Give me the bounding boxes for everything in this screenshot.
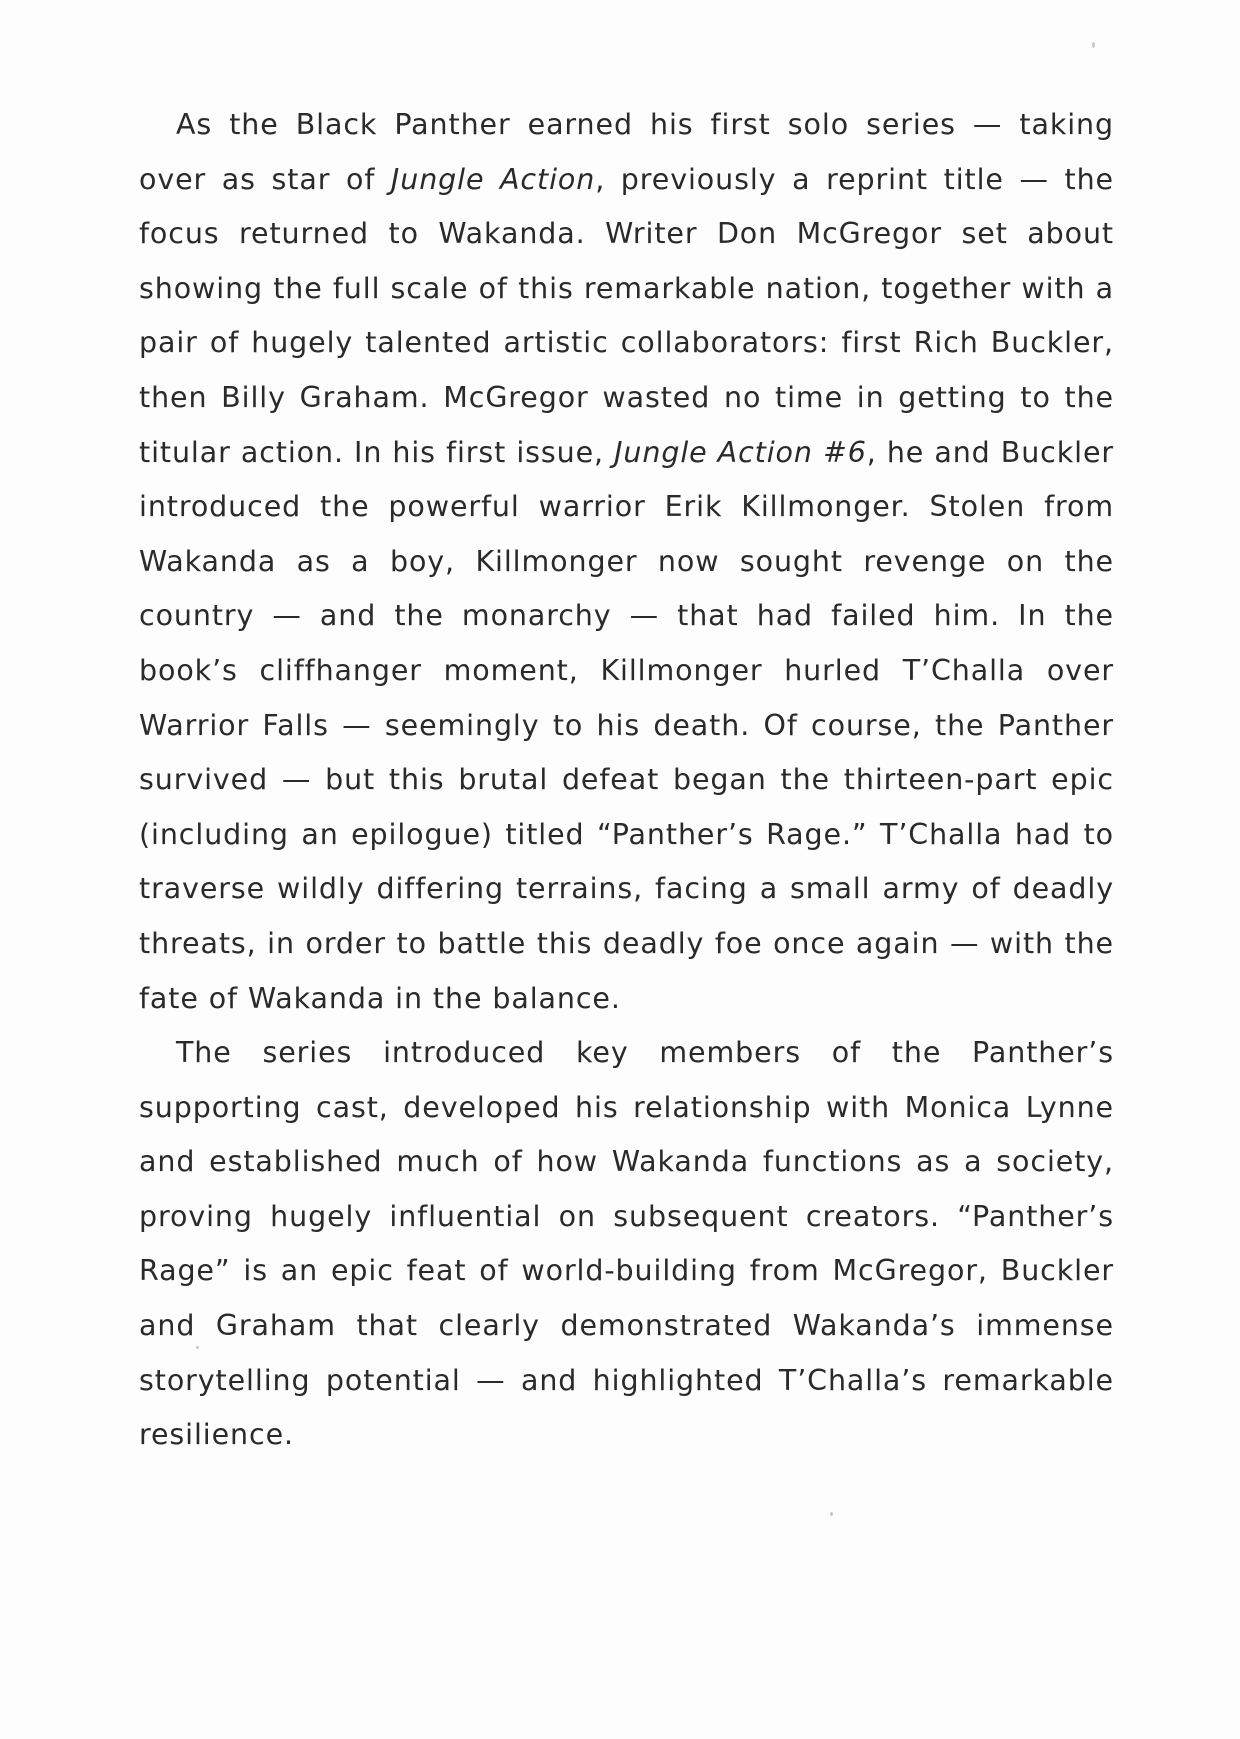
paragraph-1-text: As the Black Panther earned his first solo series — taking over as star of (139, 108, 1114, 196)
paper-speck (1092, 42, 1095, 48)
paragraph-1-text: , he and Buckler introduced the powerful warrior Erik Killmonger. Stolen from Wakanda as a boy, Killmonger now sought revenge on the country — and the monarchy — that had failed him. In the book’s cliffhanger moment, Killmonger hurled T’Challa over Warrior Falls — seemingly to his death. Of course, the Panther survived — but this brutal defeat began the thirteen-part epic (including an epilogue) titled “Panther’s Rage.” T’Challa had to traverse wildly differing terrains, facing a small army of deadly threats, in order to battle this deadly foe once again — with the fate of Wakanda in the balance. (139, 435, 1115, 1015)
paper-speck (830, 1512, 833, 1516)
paper-speck (196, 1346, 199, 1349)
paragraph-2 (139, 1026, 1114, 1463)
body-text (139, 98, 1114, 1463)
paragraph-1-text: , previously a reprint title — the focus returned to Wakanda. Writer Don McGregor set about showing the full scale of this remarkable nation, together with a pair of hugely talented artistic collaborators: first Rich Buckler, then Billy Graham. McGregor wasted no time in getting to the titular action. In his first issue, (139, 162, 1114, 469)
title-jungle-action-6: Jungle Action #6 (614, 435, 867, 469)
title-jungle-action: Jungle Action (390, 162, 596, 196)
paragraph-2-text: The series introduced key members of the Panther’s supporting cast, developed his relationship with Monica Lynne and established much of how Wakanda functions as a society, proving hugely influential on subsequent creators. “Panther’s Rage” is an epic feat of world-building from McGregor, Buckler and Graham that clearly demonstrated Wakanda’s immense storytelling potential — and highlighted T’Challa’s remarkable resilience. (139, 1036, 1114, 1452)
paragraph-1 (139, 98, 1114, 1026)
